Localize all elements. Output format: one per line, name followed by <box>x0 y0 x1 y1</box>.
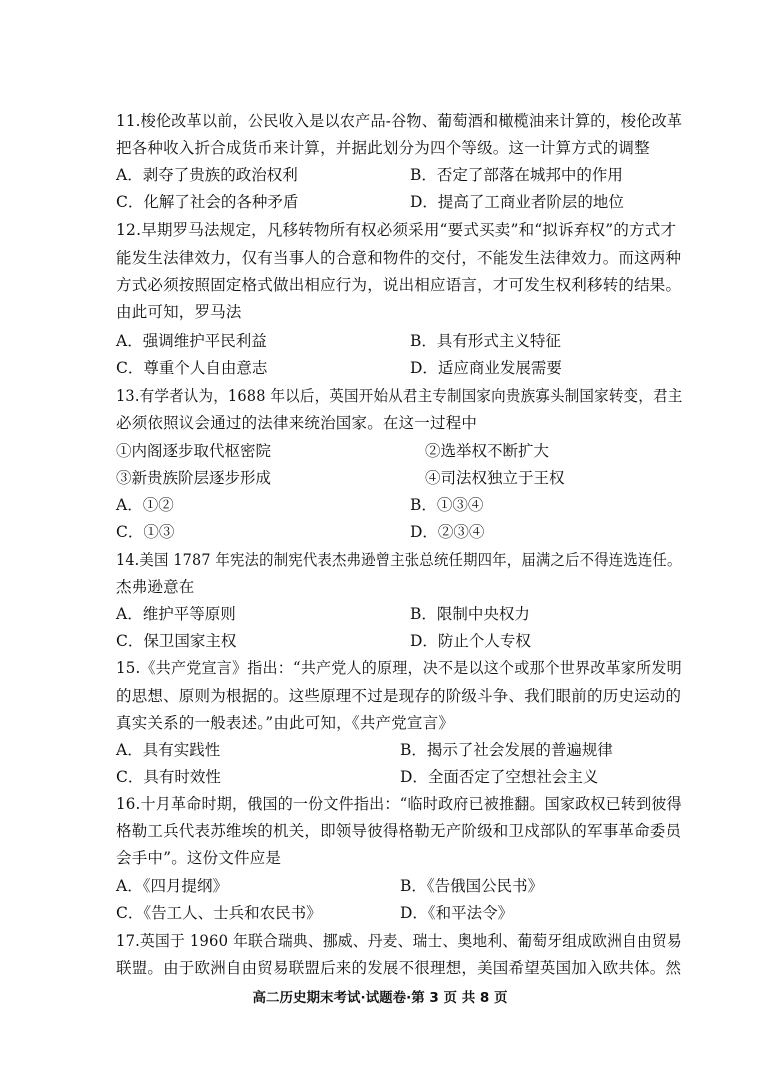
option-b: B．《告俄国公民书》 <box>400 877 544 895</box>
question-stem-line: 17.英国于 1960 年联合瑞典、挪威、丹麦、瑞士、奥地利、葡萄牙组成欧洲自由贸易 <box>116 932 682 950</box>
question-stem-line: 15.《共产党宣言》指出：“共产党人的原理，决不是以这个或那个世界改革家所发明 <box>116 659 682 677</box>
option-d: D．②③④ <box>410 523 485 541</box>
option-c: C．化解了社会的各种矛盾 <box>116 193 299 211</box>
question-stem-line: 联盟。由于欧洲自由贸易联盟后来的发展不很理想，美国希望英国加入欧共体。然 <box>116 959 682 977</box>
option-c: C．具有时效性 <box>116 768 221 786</box>
option-a: A．《四月提纲》 <box>116 877 228 895</box>
question-stem-line: 16.十月革命时期，俄国的一份文件指出：“临时政府已被推翻。国家政权已转到彼得 <box>116 795 682 813</box>
option-c: C．尊重个人自由意志 <box>116 359 268 377</box>
question-stem-line: 格勒工兵代表苏维埃的机关，即领导彼得格勒无产阶级和卫戍部队的军事革命委员 <box>116 822 682 840</box>
question-stem-line: 14.美国 1787 年宪法的制宪代表杰弗逊曾主张总统任期四年，届满之后不得连选连任。 <box>116 551 682 569</box>
option-c: C．《告工人、士兵和农民书》 <box>116 904 322 922</box>
statement-item: ①内阁逐步取代枢密院 <box>116 442 272 460</box>
option-a: A．具有实践性 <box>116 741 221 759</box>
option-a: A．①② <box>116 496 174 514</box>
option-d: D．防止个人专权 <box>410 632 531 650</box>
option-d: D．《和平法令》 <box>400 904 514 922</box>
page-footer: 高二历史期末考试·试题卷·第 3 页 共 8 页 <box>252 990 508 1006</box>
option-b: B．揭示了社会发展的普遍规律 <box>400 741 613 759</box>
question-stem-line: 杰弗逊意在 <box>116 578 195 596</box>
question-stem-line: 13.有学者认为，1688 年以后，英国开始从君主专制国家向贵族寡头制国家转变，君主 <box>116 387 683 405</box>
question-stem-line: 会手中”。这份文件应是 <box>116 849 282 867</box>
option-a: A．剥夺了贵族的政治权利 <box>116 166 298 184</box>
option-d: D．提高了工商业者阶层的地位 <box>410 193 624 211</box>
option-c: C．保卫国家主权 <box>116 632 237 650</box>
option-d: D．适应商业发展需要 <box>410 359 562 377</box>
question-stem-line: 的思想、原则为根据的。这些原理不过是现存的阶级斗争、我们眼前的历史运动的 <box>116 687 682 705</box>
question-stem-line: 必须依照议会通过的法律来统治国家。在这一过程中 <box>116 414 478 432</box>
option-a: A．维护平等原则 <box>116 605 236 623</box>
question-stem-line: 12.早期罗马法规定，凡移转物所有权必须采用“要式买卖”和“拟诉弃权”的方式才 <box>116 221 677 239</box>
statement-item: ③新贵族阶层逐步形成 <box>116 469 272 487</box>
question-stem-line: 能发生法律效力，仅有当事人的合意和物件的交付，不能发生法律效力。而这两种 <box>116 249 682 267</box>
statement-item: ④司法权独立于王权 <box>425 469 565 487</box>
question-stem-line: 方式必须按照固定格式做出相应行为，说出相应语言，才可发生权利移转的结果。 <box>116 276 682 294</box>
option-b: B．限制中央权力 <box>410 605 530 623</box>
option-b: B．①③④ <box>410 496 484 514</box>
question-stem-line: 11.梭伦改革以前，公民收入是以农产品-谷物、葡萄酒和橄榄油来计算的，梭伦改革 <box>116 112 683 130</box>
option-d: D．全面否定了空想社会主义 <box>400 768 599 786</box>
question-stem-line: 真实关系的一般表述。”由此可知，《共产党宣言》 <box>116 714 455 732</box>
statement-item: ②选举权不断扩大 <box>425 442 550 460</box>
option-c: C．①③ <box>116 523 175 541</box>
option-b: B．具有形式主义特征 <box>410 332 561 350</box>
option-b: B．否定了部落在城邦中的作用 <box>410 166 623 184</box>
question-stem-line: 由此可知，罗马法 <box>116 303 242 321</box>
question-stem-line: 把各种收入折合成货币来计算，并据此划分为四个等级。这一计算方式的调整 <box>116 139 650 157</box>
option-a: A．强调维护平民利益 <box>116 332 267 350</box>
